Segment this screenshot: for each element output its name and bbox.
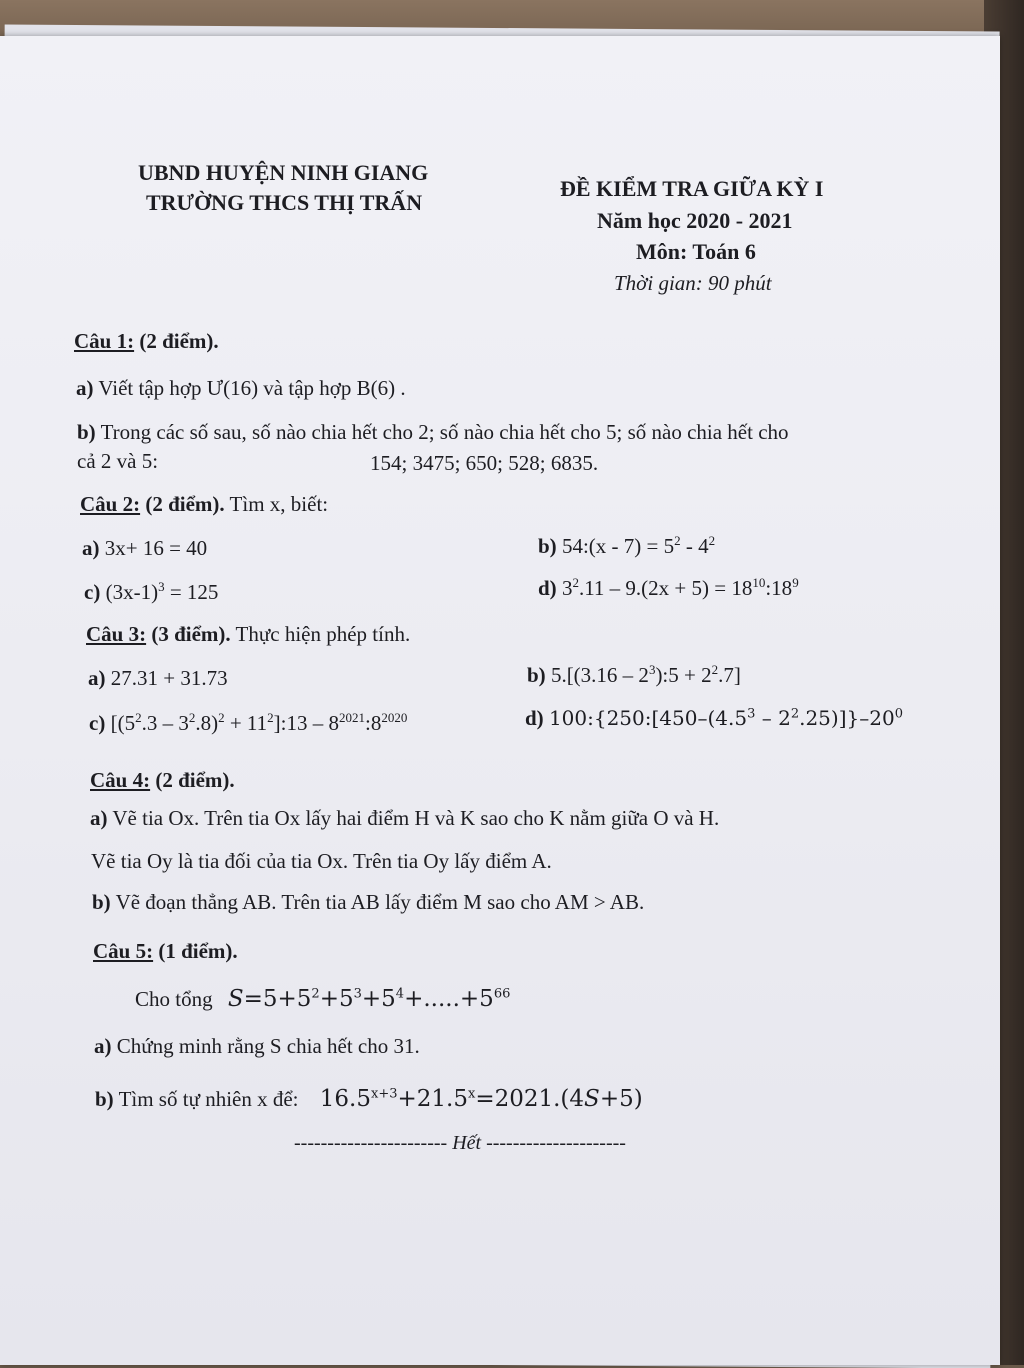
- q4-points: (2 điểm).: [155, 768, 235, 792]
- q2b-label: b): [538, 534, 557, 558]
- q3a-expr: 27.31 + 31.73: [110, 666, 228, 690]
- q5b-equation: $16.5^{x+3}+21.5^x=2021.(4S+5)$: [319, 1086, 643, 1112]
- q2-instruction: Tìm x, biết:: [229, 492, 329, 516]
- district-name: UBND HUYỆN NINH GIANG: [138, 160, 429, 185]
- q3-points: (3 điểm).: [151, 622, 231, 646]
- end-marker: [294, 1132, 626, 1155]
- exam-content: [0, 36, 1000, 1365]
- q5a: [94, 1034, 420, 1059]
- q5-label: Câu 5:: [93, 939, 154, 963]
- q1a-text: Viết tập hợp Ư(16) và tập hợp B(6) .: [98, 376, 406, 400]
- end-dashes-right: ---------------------: [486, 1132, 626, 1154]
- q2a-expr: 3x+ 16 = 40: [104, 536, 208, 560]
- q5-sum: [135, 986, 510, 1012]
- q3-label: Câu 3:: [86, 622, 147, 646]
- q4-label: Câu 4:: [90, 768, 151, 792]
- q4-heading: [90, 768, 235, 793]
- q2a: [82, 536, 207, 561]
- q3d-expr: $100:\{250:[450-(4.5^3 - 2^2.25)]\}-20^0$: [548, 706, 903, 730]
- q5b-text: Tìm số tự nhiên x để:: [118, 1087, 299, 1111]
- q4a-text: Vẽ tia Ox. Trên tia Ox lấy hai điểm H và K sao cho K nằm giữa O và H.: [112, 806, 720, 830]
- end-text: Hết: [452, 1132, 482, 1154]
- q3c: [89, 711, 407, 736]
- q3b-label: b): [527, 663, 546, 687]
- q2b-expr: 54:(x - $7) = 5^2 - 4^2$: [561, 533, 716, 558]
- q4a-label: a): [90, 806, 108, 830]
- exam-title: ĐỀ KIỂM TRA GIỮA KỲ I: [560, 176, 824, 201]
- q1-label: Câu 1:: [74, 329, 135, 353]
- q1b-label: b): [77, 420, 96, 444]
- q2d-label: d): [538, 576, 557, 600]
- q3b-expr: $5.[(3.16 - 2^3):5 + 2^2.7]$: [550, 662, 741, 687]
- q4a-line2: Vẽ tia Oy là tia đối của tia Ox. Trên tia Oy lấy điểm A.: [91, 849, 552, 873]
- q3d-label: d): [525, 706, 544, 730]
- q5-sum-intro: Cho tổng: [135, 987, 213, 1011]
- q2c-expr: $(3x-1)^3 = 125$: [105, 579, 219, 604]
- q2b: [538, 534, 715, 559]
- q5b: [95, 1086, 643, 1112]
- q5b-label: b): [95, 1087, 114, 1111]
- school-name: TRƯỜNG THCS THỊ TRẤN: [146, 190, 423, 215]
- q3d: [525, 706, 903, 731]
- q2-points: (2 điểm).: [145, 492, 225, 516]
- q4a-line1: [90, 806, 719, 831]
- q2-label: Câu 2:: [80, 492, 141, 516]
- q1b-line1: [77, 420, 789, 445]
- q4b: [92, 890, 644, 915]
- q3-heading: [86, 622, 410, 647]
- q2-heading: [80, 492, 328, 517]
- q3a: [88, 666, 228, 691]
- q4b-label: b): [92, 890, 111, 914]
- q5-points: (1 điểm).: [158, 939, 238, 963]
- q1-heading: [74, 329, 219, 354]
- q1b-text: Trong các số sau, số nào chia hết cho 2; số nào chia hết cho 5; số nào chia hết cho: [100, 420, 789, 444]
- q3c-label: c): [89, 711, 106, 735]
- q2c-label: c): [84, 580, 101, 604]
- q1-points: (2 điểm).: [139, 329, 219, 353]
- end-dashes-left: -----------------------: [294, 1132, 448, 1154]
- q3b: [527, 663, 741, 688]
- q2d-expr: $3^2.11 - 9.(2x + 5)$ = $18^{10}:18^9$: [561, 575, 799, 600]
- q1b-line2: cả 2 và 5:: [77, 449, 159, 473]
- q5a-label: a): [94, 1034, 112, 1058]
- q1a: [76, 376, 406, 401]
- q1a-label: a): [76, 376, 94, 400]
- q2a-label: a): [82, 536, 100, 560]
- time-limit: Thời gian: 90 phút: [614, 271, 772, 295]
- q5-heading: [93, 939, 238, 964]
- q2c: [84, 580, 218, 605]
- q3-instruction: Thực hiện phép tính.: [235, 622, 411, 646]
- q3a-label: a): [88, 666, 106, 690]
- school-year: Năm học 2020 - 2021: [597, 208, 793, 233]
- q5-sum-expr: $S=5+5^2+5^3+5^4+.....+5^{66}$: [227, 986, 511, 1012]
- q2d: [538, 576, 799, 601]
- q5a-text: Chứng minh rằng S chia hết cho 31.: [116, 1034, 420, 1058]
- exam-paper: [0, 36, 1000, 1365]
- q1b-numbers: 154; 3475; 650; 528; 6835.: [370, 451, 599, 475]
- q4b-text: Vẽ đoạn thẳng AB. Trên tia AB lấy điểm M sao cho AM > AB.: [115, 890, 645, 914]
- q3c-expr: [$(5^2.3 - 3^2.8)^2$ + $11^2]:13$ – $8^{2021}:8^{2020}$: [110, 710, 408, 735]
- subject: Môn: Toán 6: [636, 239, 756, 264]
